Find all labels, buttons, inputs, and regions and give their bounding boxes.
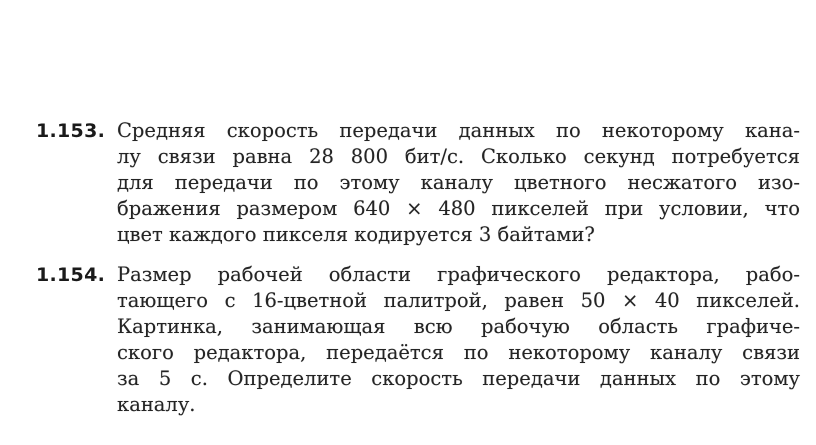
problem-text-line: для передачи по этому каналу цветного несжатого изо- [117, 171, 800, 194]
problem-number: 1.154. [36, 264, 106, 286]
problem-text-line: за 5 с. Определите скорость передачи данных по этому [117, 367, 800, 390]
problem-text-line: каналу. [117, 393, 196, 416]
problem-number: 1.153. [36, 120, 106, 142]
problem-text-line: Средняя скорость передачи данных по некоторому кана- [117, 119, 800, 142]
problem-text-line: тающего с 16-цветной палитрой, равен 50 × 40 пикселей. [117, 289, 800, 312]
problem-text-line: бражения размером 640 × 480 пикселей при условии, что [117, 197, 800, 220]
problem-text-line: Размер рабочей области графического редактора, рабо- [117, 263, 800, 286]
problem-text-line: Картинка, занимающая всю рабочую область графиче- [117, 315, 800, 338]
problem-text-line: лу связи равна 28 800 бит/с. Сколько секунд потребуется [117, 145, 800, 168]
problem-text-line: ского редактора, передаётся по некоторому каналу связи [117, 341, 800, 364]
problem-text [117, 262, 800, 418]
problem-text [117, 118, 800, 248]
problem-text-line: цвет каждого пикселя кодируется 3 байтами? [117, 223, 595, 246]
